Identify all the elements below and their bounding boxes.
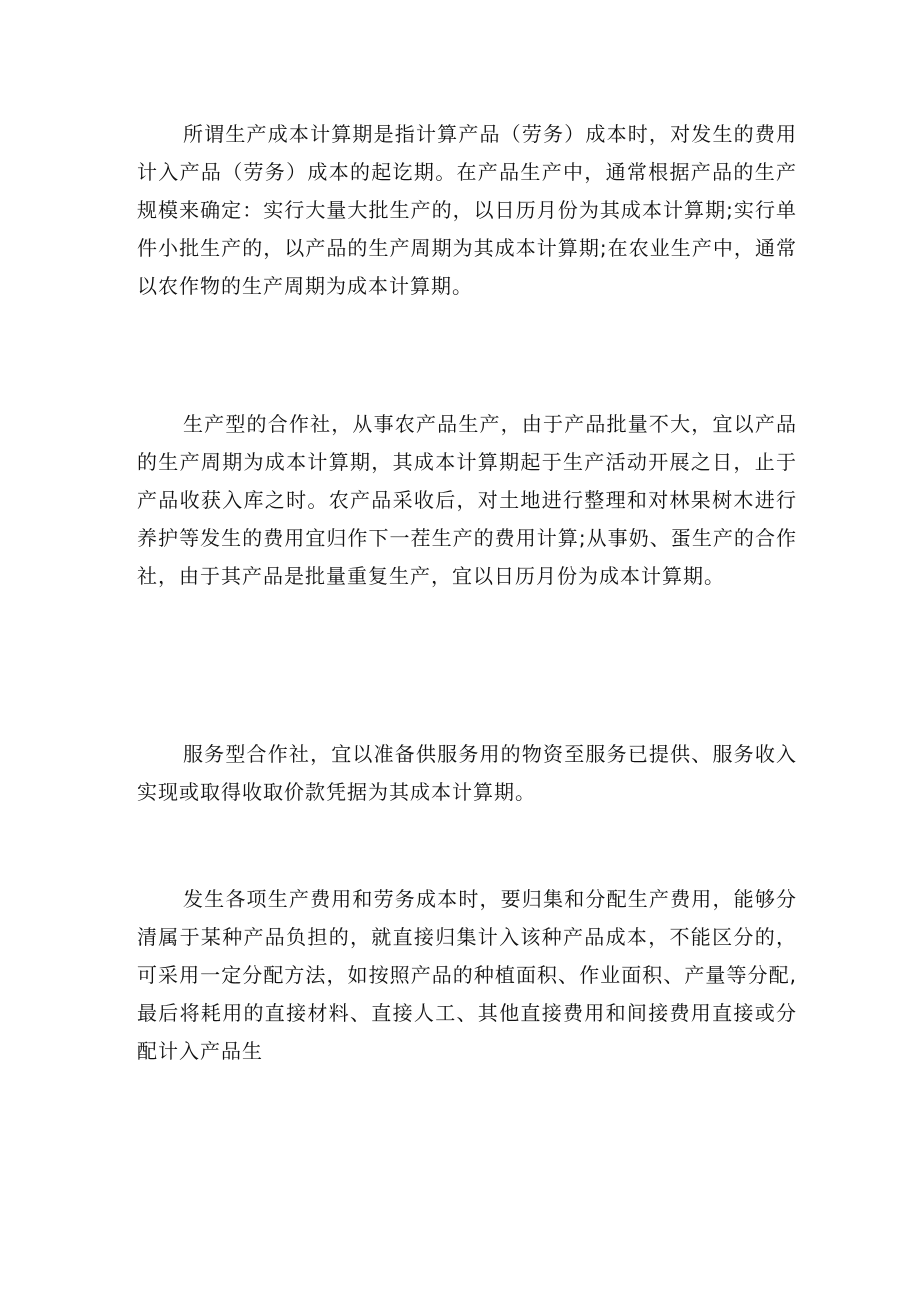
paragraph-cost-allocation: 发生各项生产费用和劳务成本时，要归集和分配生产费用，能够分清属于某种产品负担的，就直接归集计入该种产品成本，不能区分的，可采用一定分配方法，如按照产品的种植面积、作业面积、产量等分配,最后将耗用的直接材料、直接人工、其他直接费用和间接费用直接或分配计入产品生 xyxy=(137,887,797,1063)
paragraph-cost-period-definition: 所谓生产成本计算期是指计算产品（劳务）成本时，对发生的费用计入产品（劳务）成本的起讫期。在产品生产中，通常根据产品的生产规模来确定：实行大量大批生产的，以日历月份为其成本计算期;实行单件小批生产的，以产品的生产周期为其成本计算期;在农业生产中，通常以农作物的生产周期为成本计算期。 xyxy=(137,122,797,298)
paragraph-production-cooperative: 生产型的合作社，从事农产品生产，由于产品批量不大，宜以产品的生产周期为成本计算期，其成本计算期起于生产活动开展之日，止于产品收获入库之时。农产品采收后，对土地进行整理和对林果树木进行养护等发生的费用宜归作下一茬生产的费用计算;从事奶、蛋生产的合作社，由于其产品是批量重复生产，宜以日历月份为成本计算期。 xyxy=(137,412,797,588)
paragraph-service-cooperative: 服务型合作社，宜以准备供服务用的物资至服务已提供、服务收入实现或取得收取价款凭据为其成本计算期。 xyxy=(137,742,797,804)
